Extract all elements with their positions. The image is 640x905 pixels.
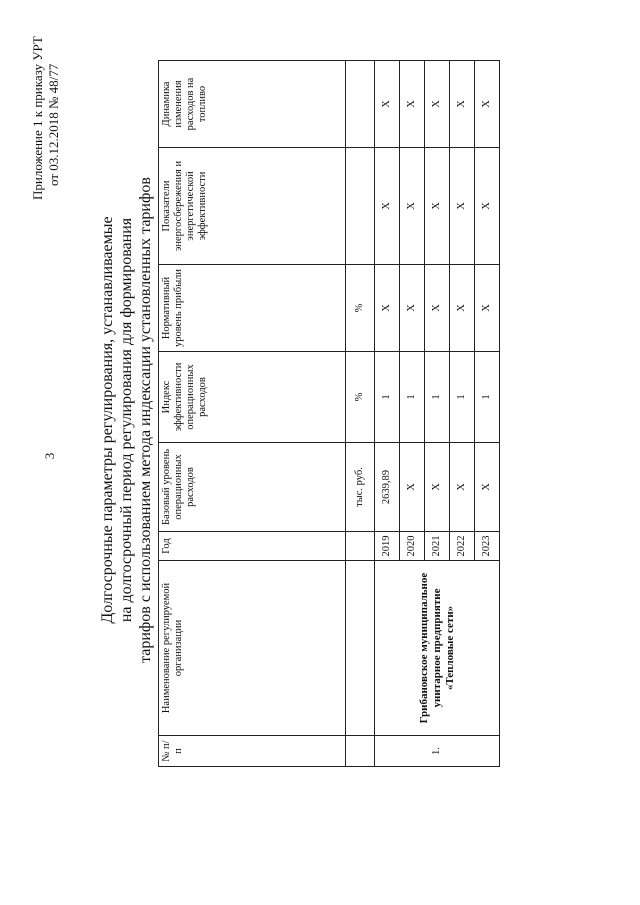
appendix-line-1: Приложение 1 к приказу УРТ — [30, 36, 45, 200]
cell-fuel: X — [375, 61, 400, 148]
cell-year: 2019 — [375, 532, 400, 561]
header-fuel-dynamics: Динамика изменения расходов на топливо — [159, 61, 346, 148]
cell-fuel: X — [425, 61, 450, 148]
cell-norm: X — [475, 265, 500, 352]
cell-year: 2021 — [425, 532, 450, 561]
cell-norm: X — [375, 265, 400, 352]
cell-norm: X — [450, 265, 475, 352]
header-efficiency-index: Индекс эффективности операционных расходов — [159, 352, 346, 443]
cell-energy: X — [375, 148, 400, 265]
units-base: тыс. руб. — [346, 443, 375, 532]
page-number: 3 — [42, 452, 57, 460]
header-energy-saving: Показатели энергосбережения и энергетической эффективности — [159, 148, 346, 265]
units-energy — [346, 148, 375, 265]
cell-index: 1 — [375, 352, 400, 443]
units-norm: % — [346, 265, 375, 352]
header-base-level: Базовый уровень операционных расходов — [159, 443, 346, 532]
title-line-1: Долгосрочные параметры регулирования, устанавливаемые — [99, 216, 116, 624]
row-number: 1. — [375, 736, 500, 767]
appendix-note — [30, 30, 62, 200]
title-line-2: на долгосрочный период регулирования для формирования — [118, 217, 135, 623]
table-units-row — [346, 61, 375, 767]
table-row — [375, 61, 400, 767]
cell-energy: X — [475, 148, 500, 265]
cell-base: X — [400, 443, 425, 532]
header-organization: Наименование регулируемой организации — [159, 561, 346, 736]
cell-fuel: X — [475, 61, 500, 148]
cell-year: 2020 — [400, 532, 425, 561]
cell-index: 1 — [425, 352, 450, 443]
cell-index: 1 — [475, 352, 500, 443]
cell-year: 2023 — [475, 532, 500, 561]
cell-year: 2022 — [450, 532, 475, 561]
table-header-row — [159, 61, 346, 767]
cell-norm: X — [425, 265, 450, 352]
appendix-line-2: от 03.12.2018 № 48/77 — [46, 63, 61, 186]
cell-fuel: X — [400, 61, 425, 148]
header-normative-profit: Нормативный уровень прибыли — [159, 265, 346, 352]
cell-fuel: X — [450, 61, 475, 148]
cell-base: X — [425, 443, 450, 532]
header-year: Год — [159, 532, 346, 561]
units-fuel — [346, 61, 375, 148]
organization-name: Грибановское муниципальное унитарное предприятие «Тепловые сети» — [375, 561, 500, 736]
cell-base: X — [475, 443, 500, 532]
units-index: % — [346, 352, 375, 443]
cell-base: X — [450, 443, 475, 532]
units-organization — [346, 561, 375, 736]
cell-index: 1 — [400, 352, 425, 443]
cell-energy: X — [425, 148, 450, 265]
document-title — [98, 140, 155, 700]
header-num: № п/п — [159, 736, 346, 767]
cell-base: 2639,89 — [375, 443, 400, 532]
units-num — [346, 736, 375, 767]
cell-norm: X — [400, 265, 425, 352]
title-line-3: тарифов с использованием метода индексации установленных тарифов — [137, 177, 154, 663]
cell-energy: X — [400, 148, 425, 265]
parameters-table — [158, 60, 500, 767]
units-year — [346, 532, 375, 561]
cell-index: 1 — [450, 352, 475, 443]
cell-energy: X — [450, 148, 475, 265]
